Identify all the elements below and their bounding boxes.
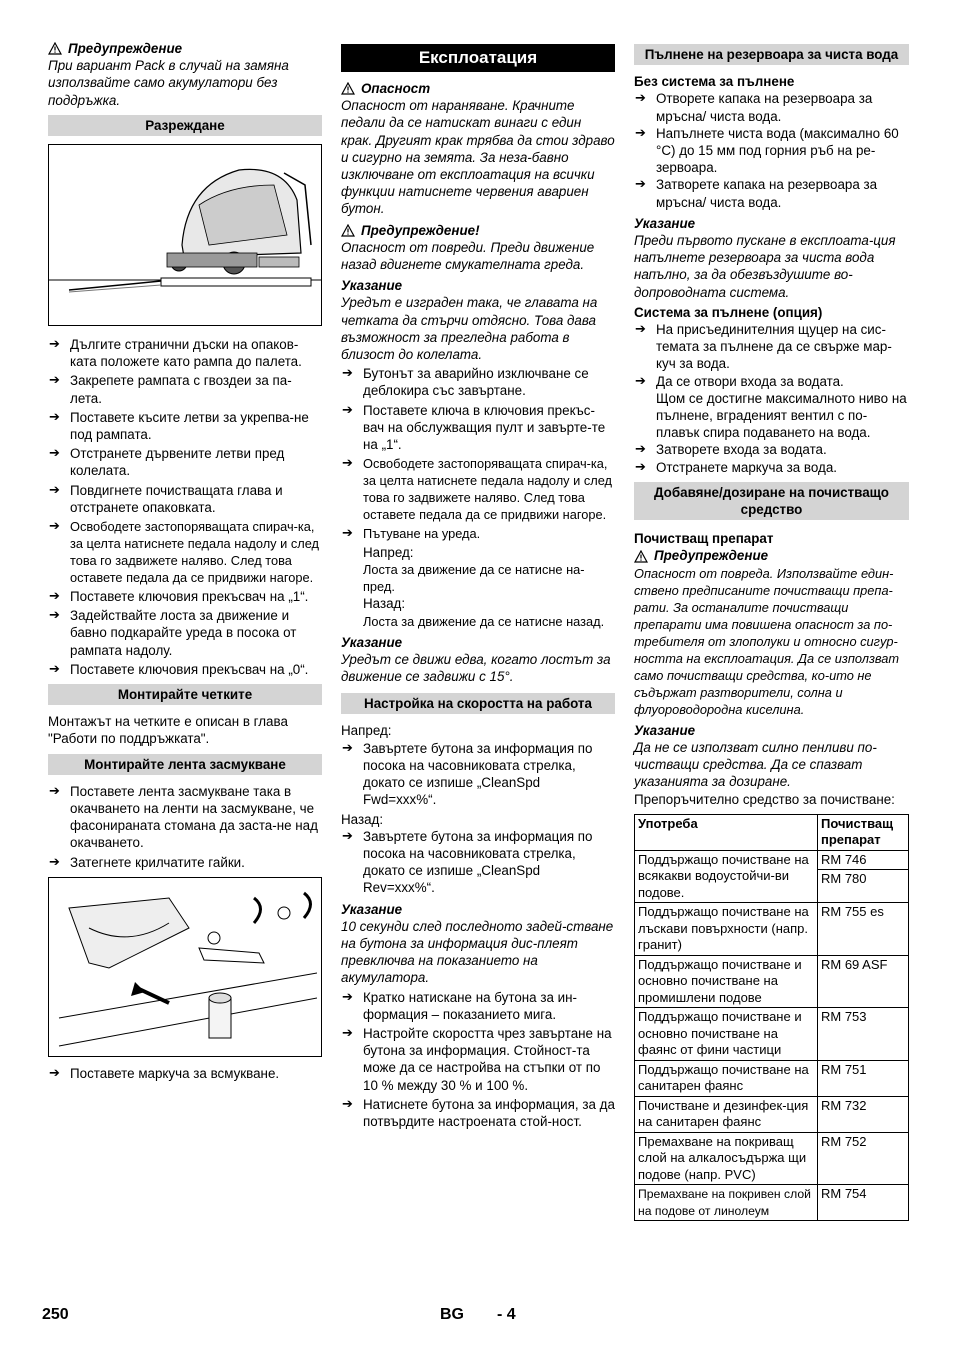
note1-text: Уредът е изграден така, че главата на четката да стърчи отдясно. Това дава възможност за прегледна работа в близост до колелата. xyxy=(341,295,598,363)
unloading-illustration xyxy=(48,144,322,326)
page-number: 250 xyxy=(42,1306,69,1323)
note3-text: 10 секунди след последното задей-стване на бутона за информация дис-плеят превключва на показанието на акумулатора. xyxy=(341,918,614,986)
list-item: ➔ Отстранете маркуча за вода. xyxy=(634,459,909,476)
section-squeegee: Монтирайте лента засмукване xyxy=(48,754,322,775)
table-cell-use: Поддържащо почистване на лъскави повърхности (напр. гранит) xyxy=(635,903,818,956)
list-item: ➔ Затворете входа за водата. xyxy=(634,441,909,458)
list-item: ➔ Дългите странични дъски на опаков-ката положете като рампа до палета. xyxy=(48,336,322,370)
list-item: ➔ Затегнете крилчатите гайки. xyxy=(48,854,322,871)
table-cell-agent: RM 69 ASF xyxy=(818,955,909,1008)
warning-triangle-icon xyxy=(341,224,355,237)
note1-title: Указание xyxy=(341,278,403,294)
table-row xyxy=(635,1185,909,1221)
list-item: ➔ Поставете лента засмукване така в окачването на ленти на засмукване, че фасонираната стомана да заста-не над окачването. xyxy=(48,783,322,852)
column-left xyxy=(48,40,322,1084)
table-row xyxy=(635,1008,909,1061)
list-item: ➔ Да се отвори входа за водата. xyxy=(634,373,909,390)
section-brushes: Монтирайте четките xyxy=(48,684,322,705)
detergent-title: Почистващ препарат xyxy=(634,531,774,547)
table-header-use: Употреба xyxy=(635,814,818,850)
system-title: Система за пълнене (опция) xyxy=(634,304,823,320)
note2-title: Указание xyxy=(634,722,696,738)
list-item: ➔ Завъртете бутона за информация по посока на часовниковата стрелка, докато се изпише „CleanSpd Rev=xxx%“. xyxy=(341,828,615,897)
recommended-text: Препоръчително средство за почистване: xyxy=(634,791,895,807)
section-fill-tank: Пълнене на резервоара за чиста вода xyxy=(634,44,909,65)
list-item: ➔ Поставете късите летви за укрепва-не под рампата. xyxy=(48,409,322,443)
travel-back-label: Назад: xyxy=(363,596,406,612)
list-item: ➔ Поставете ключа в ключовия прекъс-вач на обслужващия пулт и завърте-те на „1“. xyxy=(341,402,615,454)
table-cell-agent xyxy=(818,850,909,903)
rev-label: Назад: xyxy=(341,811,384,827)
list-item: ➔ Поставете ключовия прекъсвач на „0“. xyxy=(48,661,322,678)
warning-heading xyxy=(634,547,909,564)
table-cell-agent: RM 753 xyxy=(818,1008,909,1061)
travel-forward-text: Лоста за движение да се натисне на-пред. xyxy=(363,562,585,595)
table-cell-agent: RM 752 xyxy=(818,1132,909,1185)
note-title: Указание xyxy=(634,215,696,231)
warning2-title: Предупреждение! xyxy=(361,222,480,238)
list-item: ➔ Освободете застопоряващата спирач-ка, за целта натиснете педала надолу и след това го задвижете наляво. След това оставете педала да се придвижи нагоре. xyxy=(48,518,322,586)
table-header-agent: Почистващ препарат xyxy=(818,814,909,850)
system-extra: Щом се достигне максималното ниво на пълнене, вграденият вентил с по-плавък спира подаването на вода. xyxy=(656,390,907,441)
scrubber-ramp-drawing xyxy=(49,145,321,325)
note2-title: Указание xyxy=(341,634,403,650)
section-operation: Експлоатация xyxy=(341,44,615,72)
squeegee-mount-drawing xyxy=(49,878,317,1056)
list-item: ➔ Закрепете рампата с гвоздеи за па-лета. xyxy=(48,372,322,406)
column-middle xyxy=(341,40,615,1132)
danger-text: Опасност от нараняване. Крачните педали да се натискат винаги с един крак. Другият крак трябва да стои здраво и сигурно на земята. За неза-бавно изключване от експлоатация на всички функции натиснете червения авариен бутон. xyxy=(341,98,615,217)
language-code: BG xyxy=(440,1306,464,1323)
note-text: Преди първото пускане в експлоата-ция напълнете резервоара за чиста вода напълно, за да обезвъздушите во-допроводната система. xyxy=(634,233,896,300)
table-cell-use: Поддържащо почистване и основно почистване на фаянс от фини частици xyxy=(635,1008,818,1061)
list-item: ➔ Пътуване на уреда. xyxy=(341,525,615,542)
table-cell-use: Почистване и дезинфек-ция на санитарен фаянс xyxy=(635,1096,818,1132)
no-system-title: Без система за пълнене xyxy=(634,74,795,90)
detergent-table xyxy=(634,814,909,1222)
table-cell-use: Поддържащо почистване и основно почистване на промишлени подове xyxy=(635,955,818,1008)
list-item: ➔ Поставете маркуча за всмукване. xyxy=(48,1065,322,1082)
table-cell-agent: RM 751 xyxy=(818,1060,909,1096)
table-cell-agent: RM 732 xyxy=(818,1096,909,1132)
list-item: ➔ Кратко натискане на бутона за ин-формация – показанието мига. xyxy=(341,989,615,1023)
table-row xyxy=(635,903,909,956)
unloading-steps xyxy=(48,336,322,678)
brushes-text: Монтажът на четките е описан в глава "Работи по поддръжката". xyxy=(48,714,288,747)
note2-text: Уредът се движи едва, когато лостът за движение се задвижи с 15°. xyxy=(341,651,611,685)
section-dosing: Добавяне/дозиране на почистващо средство xyxy=(634,482,909,520)
agent-value: RM 746 xyxy=(818,851,908,871)
list-item: ➔ Поставете ключовия прекъсвач на „1“. xyxy=(48,588,322,605)
table-cell-use: Поддържащо почистване на всякакви водоустойчи-ви подове. xyxy=(635,850,818,903)
list-item: ➔ Затворете капака на резервоара за мръсна/ чиста вода. xyxy=(634,176,909,210)
travel-forward-label: Напред: xyxy=(363,545,414,561)
table-cell-agent: RM 754 xyxy=(818,1185,909,1221)
warning-title: Предупреждение xyxy=(654,548,769,564)
list-item: ➔ Повдигнете почистващата глава и отстранете опаковката. xyxy=(48,482,322,516)
fwd-label: Напред: xyxy=(341,723,392,739)
squeegee-illustration xyxy=(48,877,322,1057)
section-number: - 4 xyxy=(497,1306,516,1323)
note2-text: Да не се използват силно пенливи по-чистващи средства. Да се спазват указанията за дозиране. xyxy=(634,739,877,790)
list-item: ➔ Настройте скоростта чрез завъртане на бутона за информация. Стойност-та може да се настройва на стъпки от по 10 % между 30 % и 100 %. xyxy=(341,1025,615,1094)
section-unloading: Разреждане xyxy=(48,115,322,136)
table-cell-use: Поддържащо почистване на санитарен фаянс xyxy=(635,1060,818,1096)
table-row xyxy=(635,850,909,903)
section-speed: Настройка на скоростта на работа xyxy=(341,693,615,714)
warning-triangle-icon xyxy=(48,42,62,55)
warning-heading xyxy=(48,40,322,57)
danger-heading xyxy=(341,80,615,97)
list-item: ➔ Натиснете бутона за информация, за да потвърдите настроената стой-ност. xyxy=(341,1096,615,1130)
warning-text: При вариант Pack в случай на замяна използвайте само акумулатори без поддръжка. xyxy=(48,58,289,108)
list-item: ➔ Завъртете бутона за информация по посока на часовниковата стрелка, докато се изпише „CleanSpd Fwd=xxx%“. xyxy=(341,740,615,809)
list-item: ➔ Освободете застопоряващата спирач-ка, за целта натиснете педала надолу и след това го задвижете наляво. След това оставете педала да се придвижи нагоре. xyxy=(341,455,615,523)
list-item: ➔ Задействайте лоста за движение и бавно подкарайте уреда в посока от рампата надолу. xyxy=(48,607,322,659)
list-item: ➔ Напълнете чиста вода (максимално 60 °C) до 15 мм под горния ръб на ре-зервоара. xyxy=(634,125,909,177)
warning-triangle-icon xyxy=(341,82,355,95)
warning2-heading xyxy=(341,222,615,239)
warning-title: Предупреждение xyxy=(68,41,183,56)
table-row xyxy=(635,1060,909,1096)
column-right xyxy=(634,40,909,1221)
warning2-text: Опасност от повреди. Преди движение назад вдигнете смукателната греда. xyxy=(341,239,595,273)
danger-title: Опасност xyxy=(361,81,431,96)
table-cell-use: Премахване на покриващ слой на алкалосъдържа щи подове (напр. PVC) xyxy=(635,1132,818,1185)
note3-title: Указание xyxy=(341,901,403,917)
table-row xyxy=(635,1096,909,1132)
table-cell-agent: RM 755 es xyxy=(818,903,909,956)
table-row xyxy=(635,1132,909,1185)
travel-back-text: Лоста за движение да се натисне назад. xyxy=(363,613,605,629)
table-header-row xyxy=(635,814,909,850)
agent-value: RM 780 xyxy=(821,871,867,887)
list-item: ➔ Отстранете дървените летви пред колелата. xyxy=(48,445,322,479)
list-item: ➔ Отворете капака на резервоара за мръсна/ чиста вода. xyxy=(634,90,909,124)
warning-text: Опасност от повреда. Използвайте един-ствено предписаните почистващи препа-рати. За останалите почистващи препарати има повишена опасност за по-требителя от злополуки и относно сигур-ността на експлоатация. Да се използват само почистващи средства, ко-ито не съдържат разтворители, солна и флуороводородна киселина. xyxy=(634,565,900,717)
table-row xyxy=(635,955,909,1008)
list-item: ➔ На присъединителния щуцер на сис-темата за пълнене да се свърже мар-куч за вода. xyxy=(634,321,909,373)
warning-triangle-icon xyxy=(634,550,648,563)
table-cell-use: Премахване на покривен слой на подове от линолеум xyxy=(635,1185,818,1221)
list-item: ➔ Бутонът за аварийно изключване се деблокира със завъртане. xyxy=(341,365,615,399)
